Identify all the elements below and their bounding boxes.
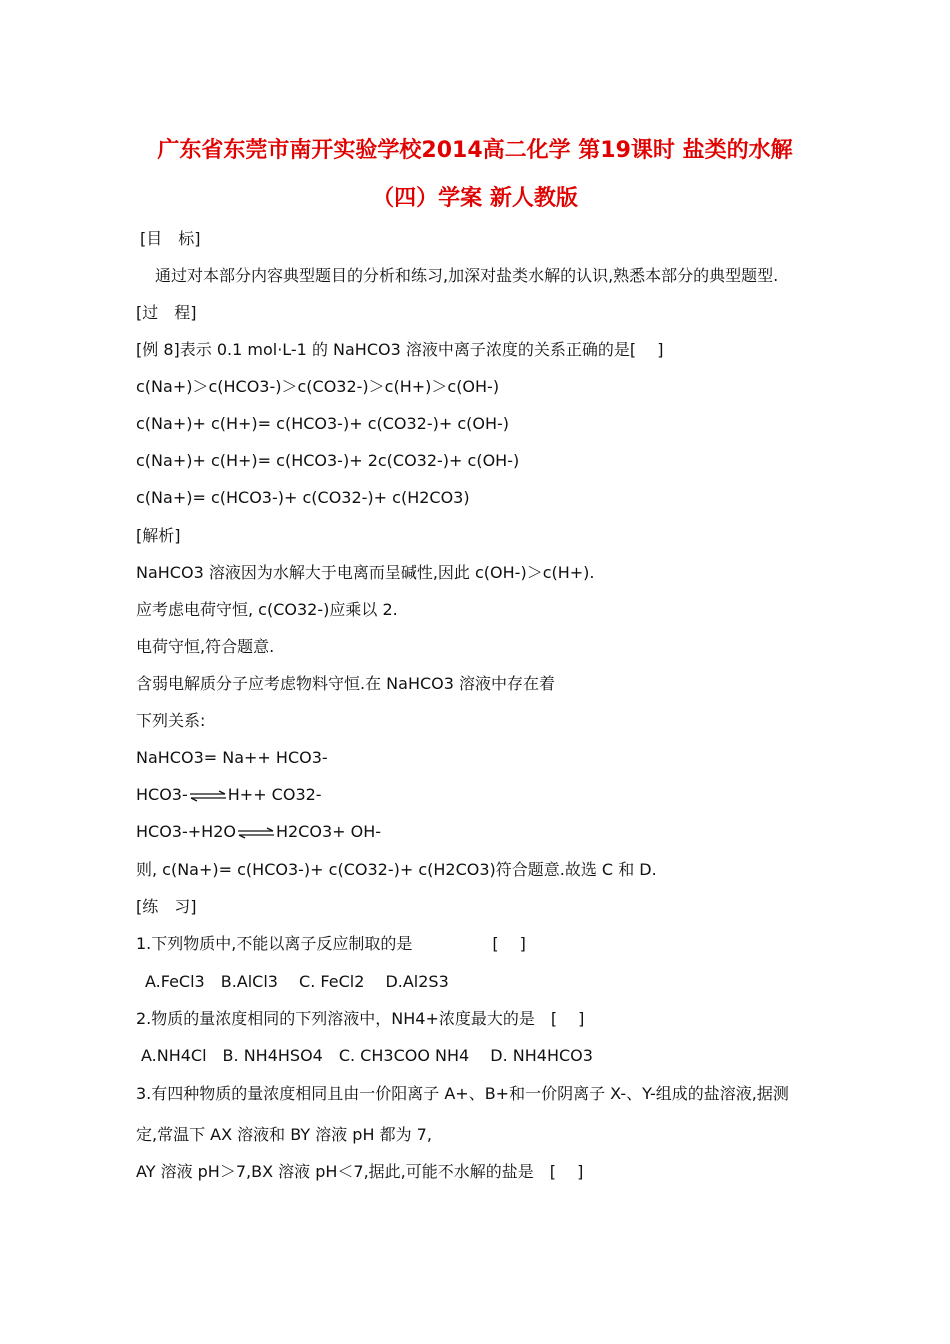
conclusion: 则, c(Na+)= c(HCO3-)+ c(CO32-)+ c(H2CO3)符合题意.故选 C 和 D. <box>136 860 657 879</box>
question-3-line-2: 定,常温下 AX 溶液和 BY 溶液 pH 都为 7, <box>136 1125 432 1144</box>
question-2: 2.物质的量浓度相同的下列溶液中，NH4+浓度最大的是 [ ] <box>136 1009 585 1028</box>
equation-3 <box>136 821 381 843</box>
equation-2-right: H++ CO32- <box>227 785 322 804</box>
practice-header: [练 习] <box>136 897 197 916</box>
equation-2 <box>136 784 322 806</box>
document-title-line-2: （四）学案 新人教版 <box>372 186 578 211</box>
equilibrium-arrow-icon <box>188 790 228 802</box>
equation-1: NaHCO3= Na++ HCO3- <box>136 748 328 767</box>
equilibrium-arrow-icon <box>236 827 276 839</box>
question-3-line-3: AY 溶液 pH＞7,BX 溶液 pH＜7,据此,可能不水解的盐是 [ ] <box>136 1162 584 1181</box>
goal-header: [目 标] <box>140 229 201 248</box>
goal-text: 通过对本部分内容典型题目的分析和练习,加深对盐类水解的认识,熟悉本部分的典型题型. <box>155 266 779 285</box>
question-3-line-1: 3.有四种物质的量浓度相同且由一价阳离子 A+、B+和一价阴离子 X-、Y-组成的盐溶液,据测 <box>136 1084 789 1103</box>
analysis-line-5: 下列关系: <box>136 711 206 730</box>
process-header: [过 程] <box>136 303 197 322</box>
equation-3-left: HCO3-+H2O <box>136 822 236 841</box>
analysis-line-2: 应考虑电荷守恒, c(CO32-)应乘以 2. <box>136 600 398 619</box>
question-1-options: A.FeCl3 B.AlCl3 C. FeCl2 D.Al2S3 <box>145 972 449 991</box>
option-d: c(Na+)= c(HCO3-)+ c(CO32-)+ c(H2CO3) <box>136 488 470 507</box>
option-b: c(Na+)+ c(H+)= c(HCO3-)+ c(CO32-)+ c(OH-) <box>136 414 510 433</box>
example-question: [例 8]表示 0.1 mol·L-1 的 NaHCO3 溶液中离子浓度的关系正确的是[ ] <box>136 340 664 359</box>
question-2-options: A.NH4Cl B. NH4HSO4 C. CH3COO NH4 D. NH4HCO3 <box>141 1046 593 1065</box>
option-c: c(Na+)+ c(H+)= c(HCO3-)+ 2c(CO32-)+ c(OH-) <box>136 451 520 470</box>
question-1: 1.下列物质中,不能以离子反应制取的是 [ ] <box>136 934 526 953</box>
analysis-line-4: 含弱电解质分子应考虑物料守恒.在 NaHCO3 溶液中存在着 <box>136 674 556 693</box>
equation-2-left: HCO3- <box>136 785 188 804</box>
analysis-line-1: NaHCO3 溶液因为水解大于电离而呈碱性,因此 c(OH-)＞c(H+). <box>136 563 595 582</box>
analysis-header: [解析] <box>136 526 181 545</box>
option-a: c(Na+)＞c(HCO3-)＞c(CO32-)＞c(H+)＞c(OH-) <box>136 377 500 396</box>
document-title-line-1: 广东省东莞市南开实验学校2014高二化学 第19课时 盐类的水解 <box>157 138 793 163</box>
equation-3-right: H2CO3+ OH- <box>275 822 382 841</box>
analysis-line-3: 电荷守恒,符合题意. <box>136 637 275 656</box>
